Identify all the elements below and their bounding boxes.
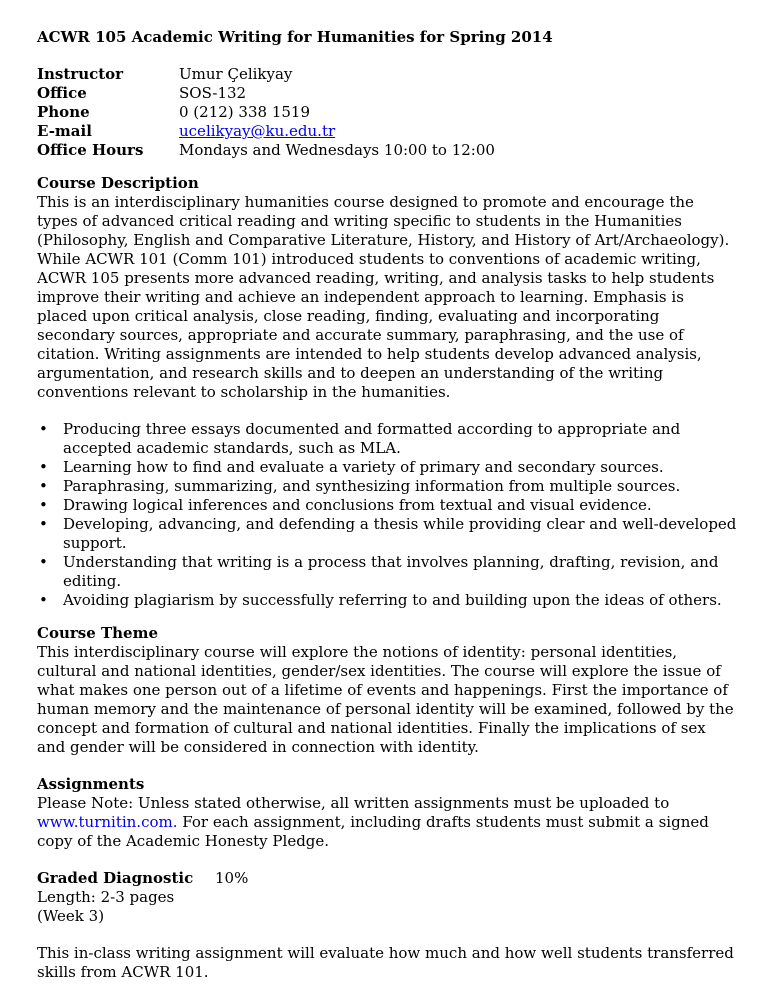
graded-diagnostic-details xyxy=(37,869,215,926)
turnitin-link[interactable]: www.turnitin.com. xyxy=(37,813,178,831)
list-item: • Developing, advancing, and defending a thesis while providing clear and well-developed support. xyxy=(63,515,737,553)
syllabus-page xyxy=(37,28,737,1000)
instructor-info xyxy=(37,65,737,160)
info-row-instructor xyxy=(37,65,737,84)
list-item: • Paraphrasing, summarizing, and synthesizing information from multiple sources. xyxy=(63,477,737,496)
info-value xyxy=(179,122,335,141)
assignments-note xyxy=(37,794,737,851)
info-value: Mondays and Wednesdays 10:00 to 12:00 xyxy=(179,141,495,159)
info-row-phone xyxy=(37,103,737,122)
assignments-note-suffix: For each assignment, including drafts students must submit a signed copy of the Academic Honesty Pledge. xyxy=(37,813,709,850)
info-value: Umur Çelikyay xyxy=(179,65,293,83)
info-value: SOS-132 xyxy=(179,84,247,102)
info-label: Phone xyxy=(37,103,90,121)
list-item: • Producing three essays documented and formatted according to appropriate and accepted academic standards, such as MLA. xyxy=(63,420,737,458)
info-label: Instructor xyxy=(37,65,124,83)
graded-diagnostic-text: This in-class writing assignment will evaluate how much and how well students transferred skills from ACWR 101. xyxy=(37,944,734,981)
assignments-note-prefix: Please Note: Unless stated otherwise, all written assignments must be uploaded to xyxy=(37,794,670,812)
graded-diagnostic-week: (Week 3) xyxy=(37,907,105,925)
document-title: ACWR 105 Academic Writing for Humanities for Spring 2014 xyxy=(37,28,553,46)
list-item: • Understanding that writing is a process that involves planning, drafting, revision, and editing. xyxy=(63,553,737,591)
course-goals-list xyxy=(37,420,737,610)
course-description-heading: Course Description xyxy=(37,174,199,192)
info-label: E-mail xyxy=(37,122,92,140)
info-label: Office xyxy=(37,84,87,102)
graded-diagnostic-length: Length: 2-3 pages xyxy=(37,888,175,906)
course-theme-heading: Course Theme xyxy=(37,624,158,642)
course-theme-text: This interdisciplinary course will explore the notions of identity: personal identities, cultural and national identities, gender/sex identities. The course will explore the issue of what makes one person out of a lifetime of events and happenings. First the importance of human memory and the maintenance of personal identity will be examined, followed by the concept and formation of cultural and national identities. Finally the implications of sex and gender will be considered in connection with identity. xyxy=(37,643,734,756)
email-link[interactable]: ucelikyay@ku.edu.tr xyxy=(179,122,336,140)
info-row-office xyxy=(37,84,737,103)
list-item: • Learning how to find and evaluate a variety of primary and secondary sources. xyxy=(63,458,737,477)
info-value: 0 (212) 338 1519 xyxy=(179,103,310,121)
info-label: Office Hours xyxy=(37,141,144,159)
graded-diagnostic-weight: 10% xyxy=(215,869,249,887)
info-row-office-hours xyxy=(37,141,737,160)
graded-diagnostic-block xyxy=(37,869,737,926)
graded-diagnostic-heading: Graded Diagnostic xyxy=(37,869,194,887)
list-item: • Avoiding plagiarism by successfully referring to and building upon the ideas of others. xyxy=(63,591,737,610)
course-description-text: This is an interdisciplinary humanities course designed to promote and encourage the types of advanced critical reading and writing specific to students in the Humanities (Philosophy, English and Comparative Literature, History, and History of Art/Archaeology). While ACWR 101 (Comm 101) introduced students to conventions of academic writing, ACWR 105 presents more advanced reading, writing, and analysis tasks to help students improve their writing and achieve an independent approach to learning. Emphasis is placed upon critical analysis, close reading, finding, evaluating and incorporating secondary sources, appropriate and accurate summary, paraphrasing, and the use of citation. Writing assignments are intended to help students develop advanced analysis, argumentation, and research skills and to deepen an understanding of the writing conventions relevant to scholarship in the humanities. xyxy=(37,193,730,401)
info-row-email xyxy=(37,122,737,141)
list-item: • Drawing logical inferences and conclusions from textual and visual evidence. xyxy=(63,496,737,515)
assignments-heading: Assignments xyxy=(37,775,145,793)
